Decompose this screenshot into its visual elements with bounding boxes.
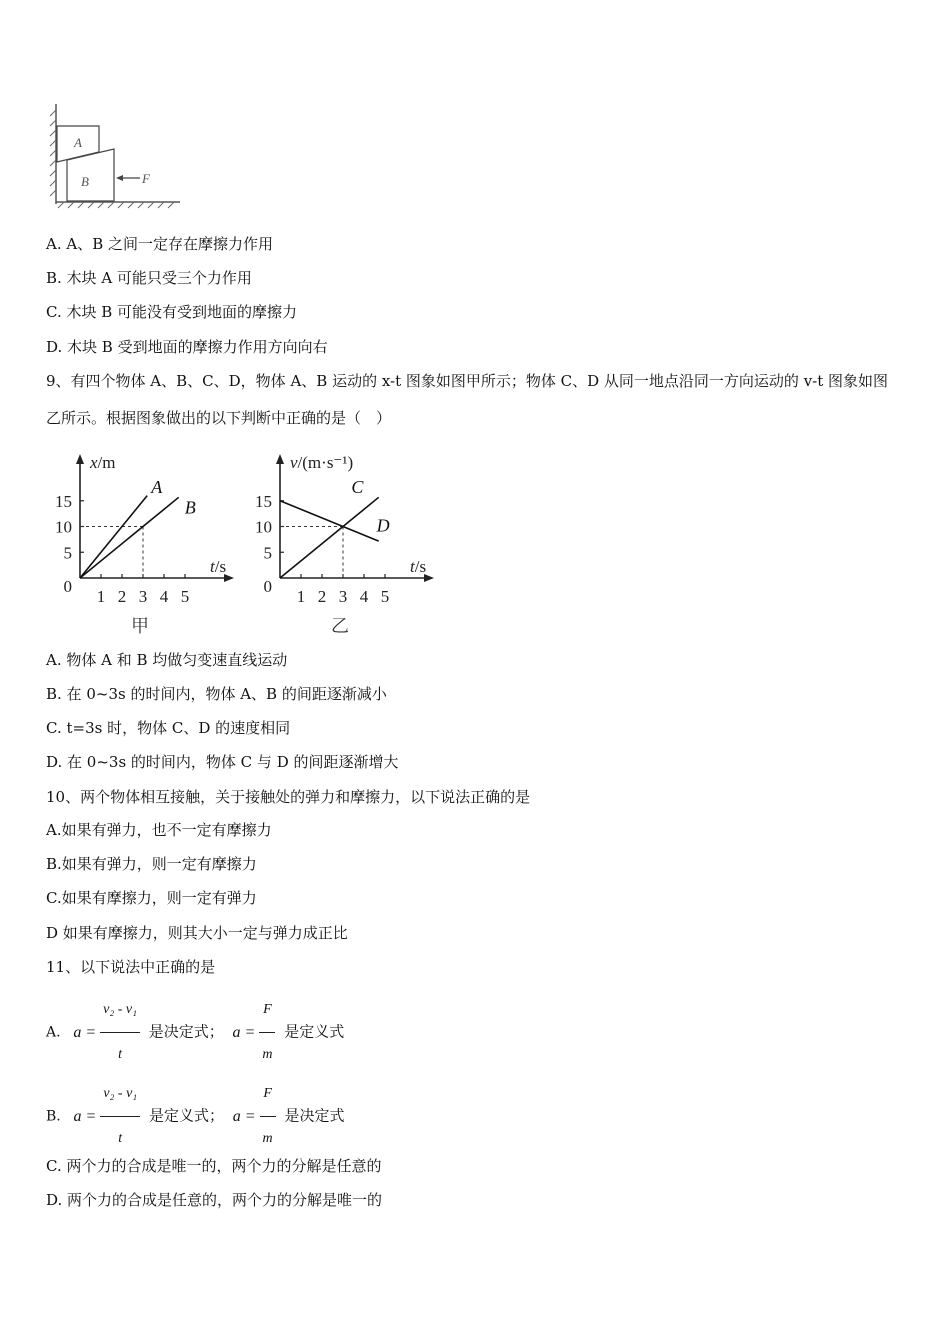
q11-option-a (46, 988, 344, 1077)
q10-option-d: D 如果有摩擦力，则其大小一定与弹力成正比 (46, 924, 348, 942)
y-axis-arrow (76, 454, 84, 464)
formula-denominator: m (262, 1047, 273, 1062)
q11-option-a-text1: 是决定式； (148, 1022, 224, 1041)
chart-caption: 乙 (331, 616, 349, 636)
q10-option-a: A.如果有弹力，也不一定有摩擦力 (46, 821, 272, 839)
y-axis-label: x/m (90, 453, 116, 472)
formula-lhs: a = (232, 1107, 256, 1125)
y-tick-label: 0 (263, 577, 272, 596)
q11-option-b-text2: 是决定式 (284, 1106, 345, 1125)
x-tick-label: 3 (138, 587, 148, 606)
x-tick-label: 2 (317, 587, 327, 606)
formula-fraction (100, 988, 140, 1077)
y-tick-label: 0 (63, 577, 72, 596)
q11-option-b-label: B. (46, 1108, 61, 1125)
x-axis-label: t/s (210, 557, 227, 576)
x-tick-label: 3 (338, 587, 348, 606)
y-tick-label: 10 (55, 517, 72, 537)
formula-lhs: a = (73, 1023, 97, 1041)
x-tick-label: 5 (180, 587, 190, 606)
q10-option-b: B.如果有弹力，则一定有摩擦力 (46, 855, 257, 873)
formula-fraction (100, 1072, 140, 1161)
x-tick-label: 4 (159, 587, 169, 606)
q11-option-b-text1: 是定义式； (148, 1106, 224, 1125)
formula-numerator: v₂ - v₁ (100, 1072, 140, 1117)
q11-option-d: D. 两个力的合成是任意的，两个力的分解是唯一的 (46, 1191, 383, 1209)
q10-option-c: C.如果有摩擦力，则一定有弹力 (46, 889, 257, 907)
q11-option-c: C. 两个力的合成是唯一的，两个力的分解是任意的 (46, 1157, 382, 1175)
y-axis-arrow (276, 454, 284, 464)
x-tick-label: 4 (359, 587, 369, 606)
q9-option-a: A. 物体 A 和 B 均做匀变速直线运动 (46, 651, 288, 669)
x-tick-label: 1 (96, 587, 106, 606)
q9-option-d: D. 在 0~3s 的时间内，物体 C 与 D 的间距逐渐增大 (46, 753, 399, 771)
q8-option-a: A. A、B 之间一定存在摩擦力作用 (46, 235, 273, 253)
formula-lhs: a = (73, 1107, 97, 1125)
formula-lhs: a = (232, 1023, 256, 1041)
chart-jia (40, 444, 250, 644)
q8-option-b: B. 木块 A 可能只受三个力作用 (46, 269, 252, 287)
y-tick-label: 10 (255, 517, 272, 537)
q11-option-a-text2: 是定义式 (284, 1022, 345, 1041)
formula-denominator: t (118, 1131, 123, 1146)
formula-denominator: t (118, 1047, 122, 1062)
formula-fraction (260, 1072, 276, 1161)
series-line-b (80, 497, 179, 578)
formula-numerator: v₂ - v₁ (100, 988, 140, 1033)
y-axis-label: v/(m·s⁻¹) (290, 453, 354, 472)
y-tick-label: 5 (263, 543, 272, 563)
q11-stem: 11、以下说法中正确的是 (46, 958, 216, 976)
formula-numerator: F (259, 988, 275, 1033)
q11-option-b (46, 1072, 344, 1161)
label-f: F (142, 171, 150, 186)
q10-stem: 10、两个物体相互接触，关于接触处的弹力和摩擦力，以下说法正确的是 (46, 788, 531, 806)
q9-option-c: C. t=3s 时，物体 C、D 的速度相同 (46, 719, 291, 737)
series-line-d (280, 501, 379, 541)
label-a: A (74, 135, 82, 150)
label-b: B (81, 174, 89, 189)
q8-option-d: D. 木块 B 受到地面的摩擦力作用方向向右 (46, 338, 328, 356)
series-line-c (280, 497, 379, 578)
formula-numerator: F (260, 1072, 276, 1117)
x-tick-label: 2 (117, 587, 127, 606)
y-tick-label: 15 (55, 491, 72, 511)
chart-caption: 甲 (131, 616, 149, 636)
q9-option-b: B. 在 0~3s 的时间内，物体 A、B 的间距逐渐减小 (46, 685, 387, 703)
q9-stem-line2: 乙所示。根据图象做出的以下判断中正确的是（ ） (46, 409, 392, 427)
q11-option-a-label: A. (46, 1024, 61, 1041)
chart-yi (240, 444, 450, 644)
formula-fraction (259, 988, 275, 1077)
formula-denominator: m (262, 1131, 273, 1146)
series-label-c: C (351, 477, 364, 498)
y-tick-label: 15 (255, 491, 272, 511)
q9-stem-line1: 9、有四个物体 A、B、C、D，物体 A、B 运动的 x-t 图象如图甲所示；物体 C、D 从同一地点沿同一方向运动的 v-t 图象如图 (46, 372, 889, 390)
q8-option-c: C. 木块 B 可能没有受到地面的摩擦力 (46, 303, 298, 321)
series-label-b: B (184, 497, 196, 518)
q8-figure (40, 100, 190, 210)
x-axis-label: t/s (410, 557, 427, 576)
x-tick-label: 5 (380, 587, 390, 606)
series-label-d: D (376, 515, 390, 536)
y-tick-label: 5 (63, 543, 72, 563)
x-tick-label: 1 (296, 587, 306, 606)
series-label-a: A (151, 477, 163, 498)
series-line-a (80, 496, 147, 578)
